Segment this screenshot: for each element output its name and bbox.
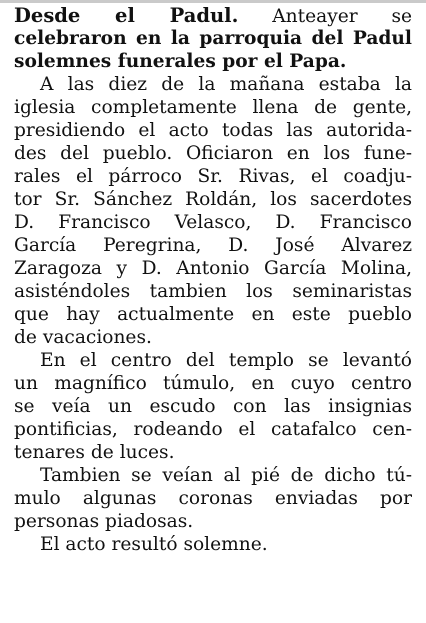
text-line: asisténdoles tambien los seminaristas [14,281,412,302]
text-line: que hay actualmente en este pueblo [14,304,412,325]
text-line: D. Francisco Velasco, D. Francisco [14,212,412,233]
text-line: En el centro del templo se levantó [40,350,412,371]
paragraph [14,4,412,73]
text-run: Anteayer se [272,6,412,27]
article-title: Desde el Padul. [14,4,239,27]
text-line: tenares de luces. [14,442,175,463]
paragraph [14,349,412,464]
text-line: Zaragoza y D. Antonio García Molina, [14,258,412,279]
text-line: celebraron en la parroquia del Padul [14,28,412,49]
text-line: tor Sr. Sánchez Roldán, los sacerdotes [14,189,412,210]
paragraph [14,73,412,349]
text-line: iglesia completamente llena de gente, [14,97,412,118]
text-line: solemnes funerales por el Papa. [14,51,347,72]
page-top-edge [0,0,426,3]
text-line [14,4,412,27]
paragraph [14,464,412,533]
text-line: de vacaciones. [14,327,152,348]
newspaper-article [14,4,412,556]
text-line: A las diez de la mañana estaba la [40,74,412,95]
text-line: mulo algunas coronas enviadas por [14,488,412,509]
text-line: Tambien se veían al pié de dicho tú- [40,465,412,486]
text-line: des del pueblo. Oficiaron en los fune- [14,143,412,164]
text-line: personas piadosas. [14,511,194,532]
text-line: pontificias, rodeando el catafalco cen- [14,419,412,440]
text-line: se veía un escudo con las insignias [14,396,412,417]
text-line: rales el párroco Sr. Rivas, el coadju- [14,166,412,187]
text-line: El acto resultó solemne. [40,534,268,555]
paragraph [14,533,412,556]
text-line: un magnífico túmulo, en cuyo centro [14,373,412,394]
text-line: García Peregrina, D. José Alvarez [14,235,412,256]
text-line: presidiendo el acto todas las autorida- [14,120,412,141]
